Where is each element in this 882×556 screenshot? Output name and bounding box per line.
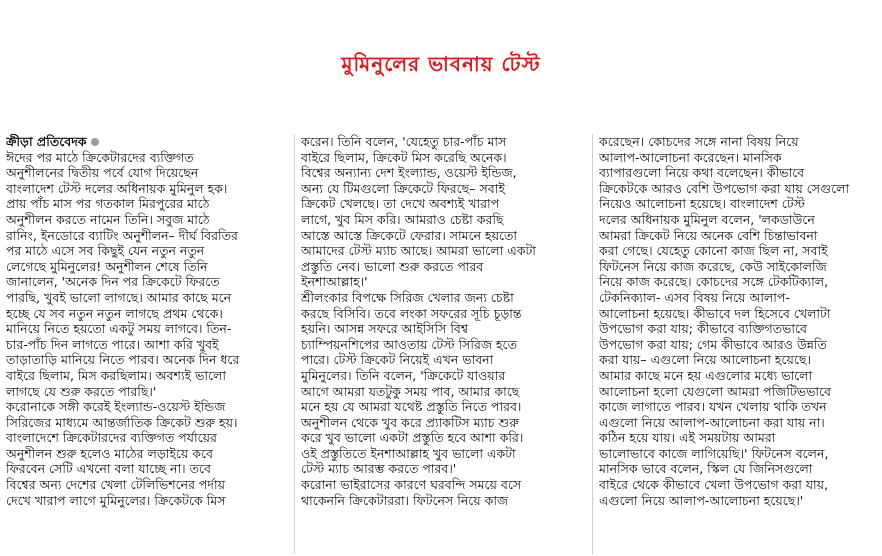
- text-line: পারে। টেস্ট ক্রিকেট নিয়েই এখন ভাবনা: [301, 352, 494, 368]
- text-line: চার-পাঁচ দিন লাগতে পারে। আশা করি খুবই: [6, 336, 219, 352]
- text-line: উপভোগ করা যায়; কীভাবে ব্যক্তিগতভাবে: [599, 321, 807, 337]
- text-line: চ্যাম্পিয়নশিপের আওতায় টেস্ট সিরিজ হতে: [301, 336, 517, 352]
- text-line: আগে আমরা যতটুকু সময় পাব, আমার কাছে: [301, 383, 520, 399]
- text-line: কাজে লাগাতে পারব। যখন খেলায় থাকি তখন: [599, 399, 827, 415]
- text-line: মানিয়ে নিতে হয়তো একটু সময় লাগবে। তিন-: [6, 321, 232, 337]
- text-line: আলোচনা হলো যেগুলো আমরা পজিটিভভাবে: [599, 383, 832, 399]
- text-line: লাগে, খুব মিস করি। আমরাও চেষ্টা করছি: [301, 211, 504, 227]
- text-line: আমাদের টেস্ট ম্যাচ আছে। আমরা ভালো একটা: [301, 243, 536, 259]
- text-line: ক্রিকেট খেলছে। তা দেখে অবশ্যই খারাপ: [301, 196, 500, 212]
- text-line: ওই প্রস্তুতিতে ইনশাআল্লাহ খুব ভালো একটা: [301, 445, 516, 461]
- text-line: দলের অধিনায়ক মুমিনুল বলেন, 'লকডাউনে: [599, 211, 815, 227]
- text-line: বাংলাদেশ টেস্ট দলের অধিনায়ক মুমিনুল হক।: [6, 180, 228, 196]
- text-line: ব্যাপারগুলো নিয়ে কথা বলেছেন। কীভাবে: [599, 165, 805, 181]
- text-line: পারছি, খুবই ভালো লাগছে। আমার কাছে মনে: [6, 289, 232, 305]
- text-line: এগুলো নিয়ে আলাপ-আলোচনা করা যায় না।: [599, 414, 825, 430]
- text-line: আলোচনা হয়েছে। কীভাবে দল হিসেবে খেলাটা: [599, 305, 831, 321]
- text-line: উপভোগ করা যায়; গেম কীভাবে আরও উন্নতি: [599, 336, 827, 352]
- bullet-icon: [91, 138, 99, 146]
- text-line: বিশ্বের অন্যান্য দেশ ইংল্যান্ড, ওয়েস্ট ইন্ডিজ,: [301, 165, 517, 181]
- text-line: ভালোভাবে কাজে লাগিয়েছি।' ফিটনেস বলেন,: [599, 445, 829, 461]
- text-line: বাইরে ছিলাম, মিস করছিলাম। অবশ্যই ভালো: [6, 367, 226, 383]
- text-line: অনুশীলনের দ্বিতীয় পর্বে যোগ দিয়েছেন: [6, 165, 199, 181]
- text-line: বাংলাদেশে ক্রিকেটারদের ব্যক্তিগত পর্যায়ের: [6, 430, 217, 446]
- text-line: অনুশীলন থেকে খুব করে প্র্যাকটিস ম্যাচ শুরু: [301, 414, 519, 430]
- text-line: ফিটনেস নিয়ে কাজ করেছে, কেউ সাইকোলজি: [599, 258, 827, 274]
- text-line: করছে বিসিবি। তবে লংকা সফরের সূচি চূড়ান্ত: [301, 305, 522, 321]
- text-line: প্রায় পাঁচ মাস পর গতকাল মিরপুরের মাঠে: [6, 196, 210, 212]
- text-line: তাড়াতাড়ি মানিয়ে নিতে পারব। অনেক দিন ধরে: [6, 352, 240, 368]
- byline: ক্রীড়া প্রতিবেদক: [6, 134, 87, 149]
- text-line: লাগছে যে শুরু করতে পারছি।': [6, 383, 157, 399]
- text-line: অন্য যে টিমগুলো ক্রিকেটে ফিরছে– সবাই: [301, 180, 505, 196]
- text-line: মানসিক ভাবে বলেন, স্কিল যে জিনিসগুলো: [599, 461, 813, 477]
- text-line: নিয়েও আলোচনা হয়েছে। বাংলাদেশ টেস্ট: [599, 196, 806, 212]
- column-1: [0, 134, 294, 554]
- column-2: [294, 134, 592, 554]
- text-line: মনে হয় যে আমরা যথেষ্ট প্রস্তুতি নিতে পারব।: [301, 399, 522, 415]
- text-line: করোনাকে সঙ্গী করেই ইংল্যান্ড-ওয়েস্ট ইন্ডিজ: [6, 399, 226, 415]
- text-line: এগুলো নিয়ে আলাপ-আলোচনা হয়েছে।': [599, 492, 804, 508]
- text-line: ফিরবেন সেটি এখনো বলা যাচ্ছে না। তবে: [6, 461, 211, 477]
- text-line: করা যায়– এগুলো নিয়ে আলোচনা হয়েছে।: [599, 352, 811, 368]
- text-line: রানিং, ইনডোরে ব্যাটিং অনুশীলন– দীর্ঘ বিরতির: [6, 227, 238, 243]
- text-line: করোনা ভাইরাসের কারণে ঘরবন্দি সময়ে বসে: [301, 477, 522, 493]
- text-line: পর মাঠে এসে সব কিছুই যেন নতুন নতুন: [6, 243, 205, 259]
- text-line: টেস্ট ম্যাচ আরম্ভ করতে পারব।': [301, 461, 457, 477]
- text-line: লেগেছে মুমিনুলের! অনুশীলন শেষে তিনি: [6, 258, 208, 274]
- text-line: অনুশীলন শুরু হলেও মাঠের লড়াইয়ে কবে: [6, 445, 213, 461]
- text-line: আমার কাছে মনে হয় এগুলোর মধ্যে ভালো: [599, 367, 813, 383]
- text-line: ইনশাআল্লাহ।': [301, 274, 368, 290]
- byline-row: [6, 134, 288, 150]
- text-line: ক্রিকেটকে আরও বেশি উপভোগ করা যায় সেগুলো: [599, 180, 850, 196]
- text-line: থাকেননি ক্রিকেটাররা। ফিটনেস নিয়ে কাজ: [301, 492, 509, 508]
- text-line: বিশ্বের অন্য দেশের খেলা টেলিভিশনের পর্দায়: [6, 477, 225, 493]
- text-line: ঈদের পর মাঠে ক্রিকেটারদের ব্যক্তিগত: [6, 149, 194, 165]
- text-line: প্রস্তুতি নেব। ভালো শুরু করতে পারব: [301, 258, 484, 274]
- text-line: কঠিন হয়ে যায়। এই সময়টায় আমরা: [599, 430, 776, 446]
- text-line: করেছেন। কোচদের সঙ্গে নানা বিষয় নিয়ে: [599, 134, 799, 149]
- text-line: টেকনিক্যাল- এসব বিষয় নিয়ে আলাপ-: [599, 289, 790, 305]
- text-line: হচ্ছে যে সব নতুন নতুন লাগছে প্রথম থেকে।: [6, 305, 223, 321]
- text-line: আলাপ-আলোচনা করেছেন। মানসিক: [599, 149, 782, 165]
- text-line: মুমিনুলের। তিনি বলেন, 'ক্রিকেটে যাওয়ার: [301, 367, 506, 383]
- text-line: আস্তে আস্তে ক্রিকেটে ফেরার। সামনে হয়তো: [301, 227, 517, 243]
- text-line: করে খুব ভালো একটা প্রস্তুতি হবে আশা করি।: [301, 430, 524, 446]
- text-line: করেন। তিনি বলেন, 'যেহেতু চার-পাঁচ মাস: [301, 134, 507, 149]
- text-line: হয়নি। আসন্ন সফরে আইসিসি বিশ্ব: [301, 321, 469, 337]
- text-line: সিরিজের মাধ্যমে আন্তর্জাতিক ক্রিকেট শুরু হয়।: [6, 414, 238, 430]
- text-line: শ্রীলংকার বিপক্ষে সিরিজ খেলার জন্য চেষ্টা: [301, 289, 514, 305]
- text-line: আমরা ক্রিকেট নিয়ে অনেক বেশি চিন্তাভাবনা: [599, 227, 818, 243]
- text-line: করা গেছে। যেহেতু কোনো কাজ ছিল না, সবাই: [599, 243, 828, 259]
- text-line: জানালেন, 'অনেক দিন পর ক্রিকেটে ফিরতে: [6, 274, 220, 290]
- text-line: বাইরে ছিলাম, ক্রিকেট মিস করেছি অনেক।: [301, 149, 507, 165]
- text-line: নিয়ে কাজ করেছে। কোচদের সঙ্গে টেকটিক্যাল,: [599, 274, 829, 290]
- article-body: [0, 134, 882, 554]
- text-line: দেখে খারাপ লাগে মুমিনুলের। ক্রিকেটকে মিস: [6, 492, 226, 508]
- text-line: অনুশীলন করতে নামেন তিনি। সবুজ মাঠে: [6, 211, 210, 227]
- headline: মুমিনুলের ভাবনায় টেস্ট: [341, 52, 541, 76]
- text-line: বাইরে থেকে কীভাবে খেলা উপভোগ করা যায়,: [599, 477, 829, 493]
- column-3: [592, 134, 882, 554]
